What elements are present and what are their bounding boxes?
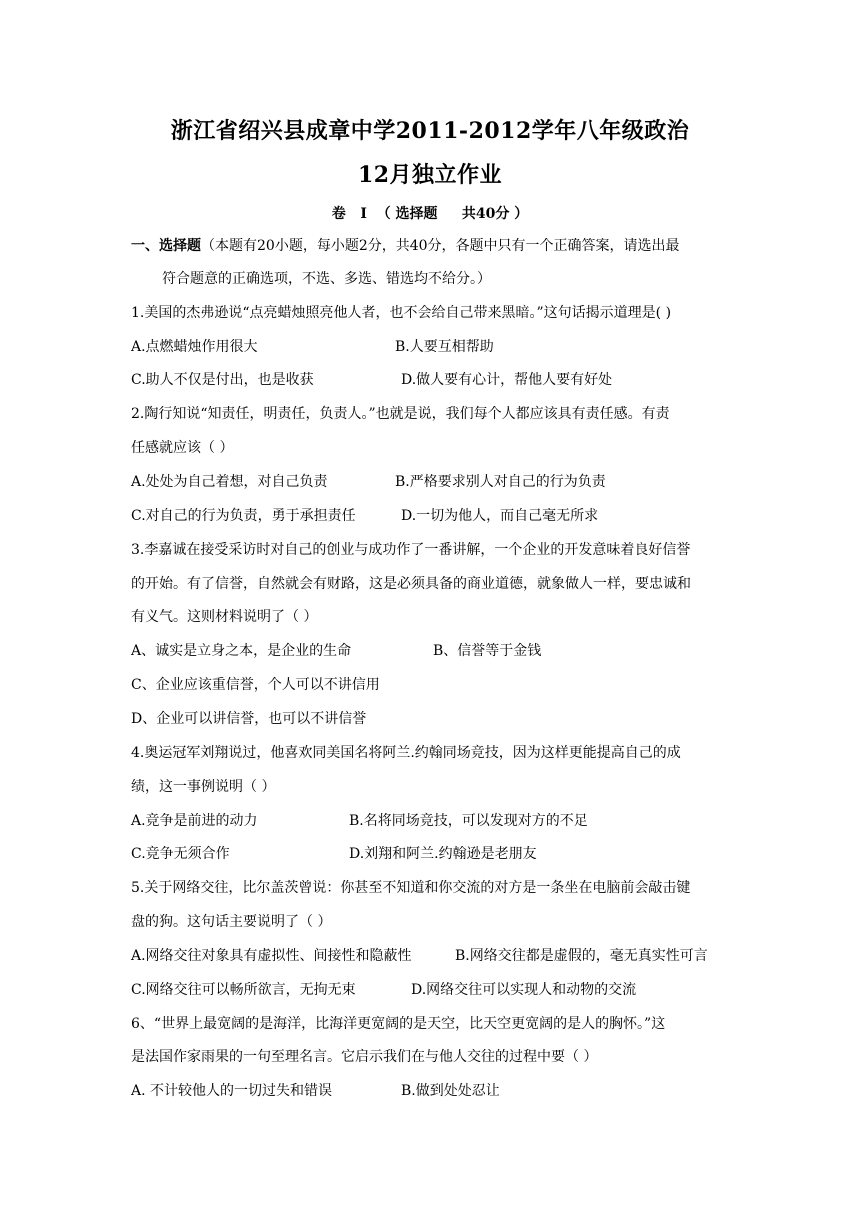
q5-option-d: D.网络交往可以实现人和动物的交流 bbox=[411, 982, 637, 998]
q3-option-b: B、信誉等于金钱 bbox=[433, 643, 542, 659]
q5-option-a: A.网络交往对象具有虚拟性、间接性和隐蔽性 bbox=[131, 948, 412, 964]
q6-option-b: B.做到处处忍让 bbox=[401, 1083, 500, 1099]
q2-stem-line1: 2.陶行知说“知责任，明责任，负责人。”也就是说，我们每个人都应该具有责任感。有责 bbox=[131, 406, 670, 422]
q1-option-a: A.点燃蜡烛作用很大 bbox=[131, 339, 258, 355]
q1-option-d: D.做人要有心计，帮他人要有好处 bbox=[401, 372, 613, 388]
q3-option-c: C、企业应该重信誉，个人可以不讲信用 bbox=[131, 677, 380, 693]
q5-stem-line1: 5.关于网络交往，比尔盖茨曾说：你甚至不知道和你交流的对方是一条坐在电脑前会敲击键 bbox=[131, 880, 691, 896]
q2-option-d: D.一切为他人，而自己毫无所求 bbox=[401, 508, 599, 524]
q1-option-b: B.人要互相帮助 bbox=[395, 339, 494, 355]
q3-option-a: A、诚实是立身之本，是企业的生命 bbox=[131, 643, 352, 659]
q4-stem-line2: 绩，这一事例说明（ ） bbox=[131, 779, 276, 795]
document-subtitle: 12月独立作业 bbox=[357, 162, 503, 188]
q4-option-b: B.名将同场竞技，可以发现对方的不足 bbox=[349, 813, 588, 829]
q6-stem-line2: 是法国作家雨果的一句至理名言。它启示我们在与他人交往的过程中要（ ） bbox=[131, 1049, 598, 1065]
q3-stem-line2: 的开始。有了信誉，自然就会有财路，这是必须具备的商业道德，就象做人一样，要忠诚和 bbox=[131, 576, 691, 592]
q3-stem-line1: 3.李嘉诚在接受采访时对自己的创业与成功作了一番讲解，一个企业的开发意味着良好信誉 bbox=[131, 542, 691, 558]
q5-option-b: B.网络交往都是虚假的，毫无真实性可言 bbox=[455, 948, 708, 964]
q5-stem-line2: 盘的狗。这句话主要说明了（ ） bbox=[131, 914, 332, 930]
q4-option-c: C.竞争无须合作 bbox=[131, 846, 230, 862]
q3-stem-line3: 有义气。这则材料说明了（ ） bbox=[131, 609, 318, 625]
q3-option-d: D、企业可以讲信誉，也可以不讲信誉 bbox=[131, 711, 367, 727]
q2-stem-line2: 任感就应该（ ） bbox=[131, 440, 234, 456]
q6-stem-line1: 6、“世界上最宽阔的是海洋，比海洋更宽阔的是天空，比天空更宽阔的是人的胸怀。”这 bbox=[131, 1016, 666, 1032]
q1-stem: 1.美国的杰弗逊说“点亮蜡烛照亮他人者，也不会给自己带来黑暗。”这句话揭示道理是( ) bbox=[131, 305, 672, 321]
q6-option-a: A. 不计较他人的一切过失和错误 bbox=[131, 1083, 333, 1099]
part1-instructions-text: （本题有20小题，每小题2分，共40分，各题中只有一个正确答案，请选出最 bbox=[201, 238, 680, 254]
part1-heading: 一、选择题 bbox=[131, 238, 201, 254]
part1-instructions bbox=[131, 237, 680, 255]
q4-option-a: A.竞争是前进的动力 bbox=[131, 813, 258, 829]
q1-option-c: C.助人不仅是付出，也是收获 bbox=[131, 372, 314, 388]
q4-stem-line1: 4.奥运冠军刘翔说过，他喜欢同美国名将阿兰.约翰同场竞技，因为这样更能提高自己的成 bbox=[131, 745, 681, 761]
q2-option-a: A.处处为自己着想，对自己负责 bbox=[131, 474, 328, 490]
q2-option-b: B.严格要求别人对自己的行为负责 bbox=[395, 474, 606, 490]
q5-option-c: C.网络交往可以畅所欲言，无拘无束 bbox=[131, 982, 356, 998]
q2-option-c: C.对自己的行为负责，勇于承担责任 bbox=[131, 508, 356, 524]
part1-instructions-cont: 符合题意的正确选项，不选、多选、错选均不给分。） bbox=[162, 271, 491, 287]
q4-option-d: D.刘翔和阿兰.约翰逊是老朋友 bbox=[349, 846, 537, 862]
section-header: 卷 I （ 选择题 共40分 ） bbox=[331, 206, 529, 222]
document-title: 浙江省绍兴县成章中学2011-2012学年八年级政治 bbox=[170, 118, 690, 144]
